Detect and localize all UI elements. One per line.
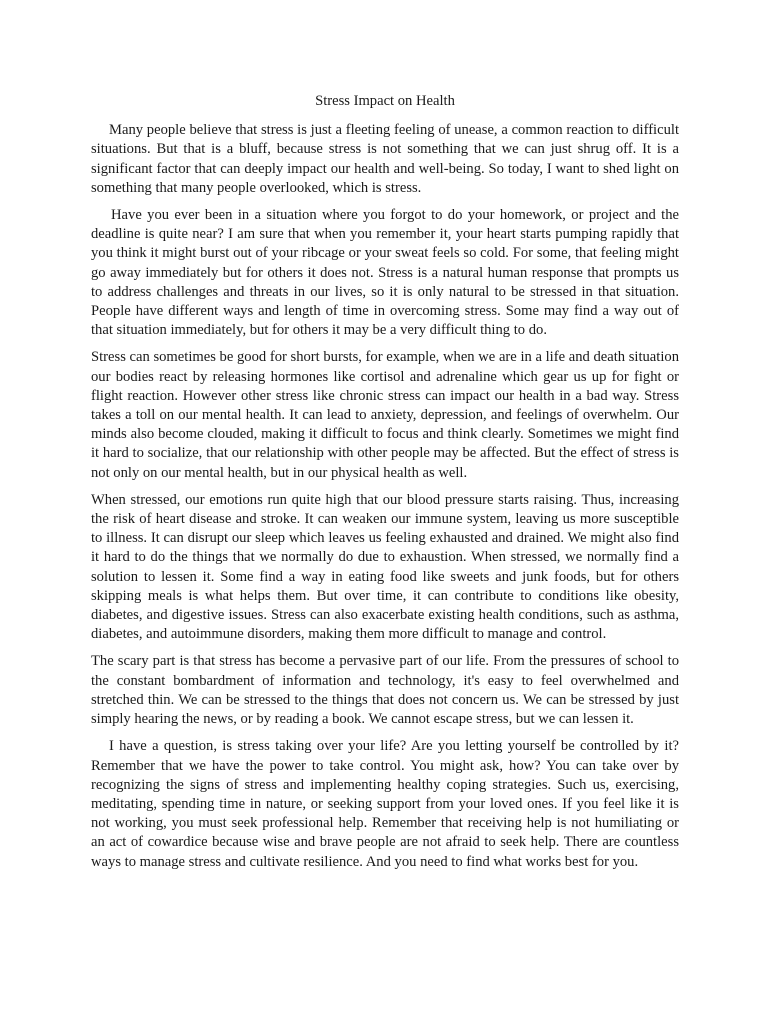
- document-title: Stress Impact on Health: [315, 93, 455, 109]
- paragraph-5: The scary part is that stress has become a pervasive part of our life. From the pressures of school to the constant bombardment of information and technology, it's easy to feel overwhelmed and stretched thin. We can be stressed to the things that does not concern us. We can be stressed by just simply hearing the news, or by reading a book. We cannot escape stress, but we can lessen it.: [91, 653, 679, 728]
- paragraph-4: When stressed, our emotions run quite high that our blood pressure starts raising. Thus, increasing the risk of heart disease and stroke. It can weaken our immune system, leaving us more susceptible to illness. It can disrupt our sleep which leaves us feeling exhausted and drained. We might also find it hard to do the things that we normally do due to exhaustion. When stressed, we normally find a solution to lessen it. Some find a way in eating food like sweets and junk foods, but for others skipping meals is what helps them. But over time, it can contribute to conditions like obesity, diabetes, and digestive issues. Stress can also exacerbate existing health conditions, such as asthma, diabetes, and autoimmune disorders, making them more difficult to manage and control.: [91, 491, 679, 643]
- paragraph-6: I have a question, is stress taking over your life? Are you letting yourself be controlled by it? Remember that we have the power to take control. You might ask, how? You can take over by recognizing the signs of stress and implementing healthy coping strategies. Such us, exercising, meditating, spending time in nature, or seeking support from your loved ones. If you feel like it is not working, you must seek professional help. Remember that receiving help is not humiliating or an act of cowardice because wise and brave people are not afraid to seek help. There are countless ways to manage stress and cultivate resilience. And you need to find what works best for you.: [91, 738, 679, 870]
- document-page: [91, 92, 679, 880]
- paragraph-3: Stress can sometimes be good for short bursts, for example, when we are in a life and death situation our bodies react by releasing hormones like cortisol and adrenaline which gear us up for fight or flight reaction. However other stress like chronic stress can impact our health in a bad way. Stress takes a toll on our mental health. It can lead to anxiety, depression, and feelings of overwhelm. Our minds also become clouded, making it difficult to focus and think clearly. Sometimes we might find it hard to socialize, that our relationship with other people may be affected. But the effect of stress is not only on our mental health, but in our physical health as well.: [91, 349, 679, 481]
- paragraph-1: Many people believe that stress is just a fleeting feeling of unease, a common reaction to difficult situations. But that is a bluff, because stress is not something that we can just shrug off. It is a significant factor that can deeply impact our health and well-being. So today, I want to shed light on something that many people overlooked, which is stress.: [91, 122, 679, 196]
- paragraph-2: Have you ever been in a situation where you forgot to do your homework, or project and the deadline is quite near? I am sure that when you remember it, your heart starts pumping rapidly that you think it might burst out of your ribcage or your sweat feels so cold. For some, that feeling might go away immediately but for others it does not. Stress is a natural human response that prompts us to address challenges and threats in our lives, so it is only natural to be stressed in that situation. People have different ways and length of time in overcoming stress. Some may find a way out of that situation immediately, but for others it may be a very difficult thing to do.: [91, 207, 679, 339]
